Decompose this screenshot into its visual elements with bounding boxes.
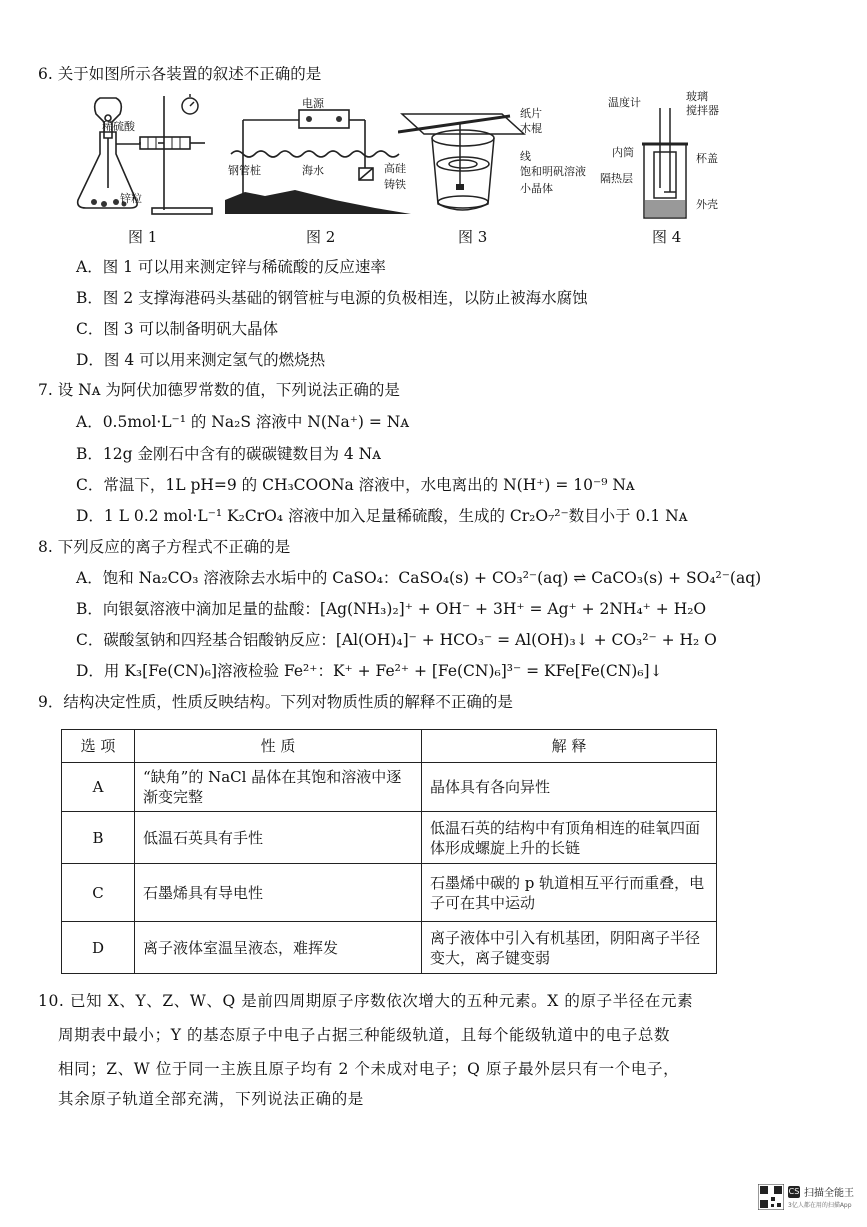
table-header-row	[62, 730, 717, 763]
row-option: A	[62, 763, 135, 812]
header-explanation: 解 释	[422, 730, 717, 763]
fig2-label-silicon: 高硅	[384, 162, 406, 175]
table-row	[62, 864, 717, 922]
scanner-watermark	[758, 1180, 860, 1220]
fig3-label-paper: 纸片	[520, 107, 542, 120]
row-property: “缺角”的 NaCl 晶体在其饱和溶液中逐渐变完整	[135, 763, 422, 812]
figure-4-drawing	[640, 108, 690, 220]
fig2-label-power: 电源	[302, 97, 324, 110]
figure-3-drawing	[398, 104, 528, 220]
q10-line-3: 相同；Z、W 位于同一主族且原子均有 2 个未成对电子；Q 原子最外层只有一个电子，	[58, 1060, 680, 1078]
row-property: 离子液体室温呈液态，难挥发	[135, 922, 422, 974]
fig3-label-solution: 饱和明矾溶液	[520, 165, 586, 178]
q8-option-b: B．向银氨溶液中滴加足量的盐酸：[Ag(NH₃)₂]⁺ + OH⁻ + 3H⁺ = Ag⁺ + 2NH₄⁺ + H₂O	[76, 600, 707, 618]
q7-option-a: A．0.5mol·L⁻¹ 的 Na₂S 溶液中 N(Na⁺) = Nᴀ	[76, 413, 410, 431]
table-row	[62, 922, 717, 974]
fig4-label-shell: 外壳	[696, 198, 718, 211]
row-option: C	[62, 864, 135, 922]
fig4-caption: 图 4	[652, 228, 682, 246]
row-property: 低温石英具有手性	[135, 812, 422, 864]
fig2-label-iron: 铸铁	[384, 178, 406, 191]
fig3-label-thread: 线	[520, 150, 531, 163]
q6-option-d: D．图 4 可以用来测定氢气的燃烧热	[76, 351, 326, 369]
q6-stem: 6. 关于如图所示各装置的叙述不正确的是	[38, 65, 322, 83]
row-explanation: 晶体具有各向异性	[422, 763, 717, 812]
header-property: 性 质	[135, 730, 422, 763]
q10-line-4: 其余原子轨道全部充满，下列说法正确的是	[58, 1090, 364, 1108]
row-property: 石墨烯具有导电性	[135, 864, 422, 922]
row-option: B	[62, 812, 135, 864]
row-explanation: 低温石英的结构中有顶角相连的硅氧四面体形成螺旋上升的长链	[422, 812, 717, 864]
q6-option-c: C．图 3 可以制备明矾大晶体	[76, 320, 279, 338]
fig4-label-lid: 杯盖	[696, 152, 718, 165]
fig1-caption: 图 1	[128, 228, 158, 246]
qr-code-icon	[758, 1184, 784, 1210]
table-row	[62, 812, 717, 864]
header-option: 选 项	[62, 730, 135, 763]
q7-option-d: D．1 L 0.2 mol·L⁻¹ K₂CrO₄ 溶液中加入足量稀硫酸，生成的 Cr₂O₇²⁻数目小于 0.1 Nᴀ	[76, 507, 688, 525]
q10-line-1: 10. 已知 X、Y、Z、W、Q 是前四周期原子序数依次增大的五种元素。X 的原子半径在元素	[38, 992, 694, 1010]
q10-line-2: 周期表中最小；Y 的基态原子中电子占据三种能级轨道，且每个能级轨道中的电子总数	[58, 1026, 671, 1044]
fig4-label-stirrer: 搅拌器	[686, 104, 719, 117]
row-explanation: 石墨烯中碳的 p 轨道相互平行而重叠，电子可在其中运动	[422, 864, 717, 922]
fig4-label-glass: 玻璃	[686, 90, 708, 103]
fig4-label-thermometer: 温度计	[608, 96, 641, 109]
q7-option-c: C．常温下，1L pH=9 的 CH₃COONa 溶液中，水电离出的 N(H⁺) = 10⁻⁹ Nᴀ	[76, 476, 635, 494]
fig1-label-zinc: 锌粒	[120, 192, 142, 205]
fig3-caption: 图 3	[458, 228, 488, 246]
fig2-label-pile: 钢管桩	[228, 164, 261, 177]
fig4-label-inner: 内筒	[612, 146, 634, 159]
figure-2-drawing	[225, 96, 415, 220]
fig2-caption: 图 2	[306, 228, 336, 246]
row-explanation: 离子液体中引入有机基团，阴阳离子半径变大，离子键变弱	[422, 922, 717, 974]
fig3-label-stick: 木棍	[520, 122, 542, 135]
q6-option-a: A．图 1 可以用来测定锌与稀硫酸的反应速率	[76, 258, 386, 276]
fig3-label-crystal: 小晶体	[520, 182, 553, 195]
watermark-sub: 3亿人都在用的扫描App	[788, 1202, 852, 1209]
row-option: D	[62, 922, 135, 974]
q9-table	[61, 729, 717, 974]
fig4-label-insulation: 隔热层	[600, 172, 633, 185]
q8-stem: 8. 下列反应的离子方程式不正确的是	[38, 538, 291, 556]
fig2-label-seawater: 海水	[302, 164, 324, 177]
cs-logo-icon: CS	[788, 1187, 800, 1196]
table-row	[62, 763, 717, 812]
q7-option-b: B．12g 金刚石中含有的碳碳键数目为 4 Nᴀ	[76, 445, 381, 463]
watermark-brand: 扫描全能王	[804, 1188, 854, 1199]
q9-stem: 9．结构决定性质，性质反映结构。下列对物质性质的解释不正确的是	[38, 693, 513, 711]
q8-option-c: C．碳酸氢钠和四羟基合铝酸钠反应：[Al(OH)₄]⁻ + HCO₃⁻ = Al(OH)₃↓ + CO₃²⁻ + H₂ O	[76, 631, 717, 649]
fig1-label-acid: 稀硫酸	[102, 120, 135, 133]
q8-option-d: D．用 K₃[Fe(CN)₆]溶液检验 Fe²⁺：K⁺ + Fe²⁺ + [Fe(CN)₆]³⁻ = KFe[Fe(CN)₆]↓	[76, 662, 663, 680]
q6-option-b: B．图 2 支撑海港码头基础的钢管桩与电源的负极相连，以防止被海水腐蚀	[76, 289, 588, 307]
q8-option-a: A．饱和 Na₂CO₃ 溶液除去水垢中的 CaSO₄：CaSO₄(s) + CO₃²⁻(aq) ⇌ CaCO₃(s) + SO₄²⁻(aq)	[76, 569, 762, 587]
q7-stem: 7. 设 Nᴀ 为阿伏加德罗常数的值，下列说法正确的是	[38, 381, 400, 399]
